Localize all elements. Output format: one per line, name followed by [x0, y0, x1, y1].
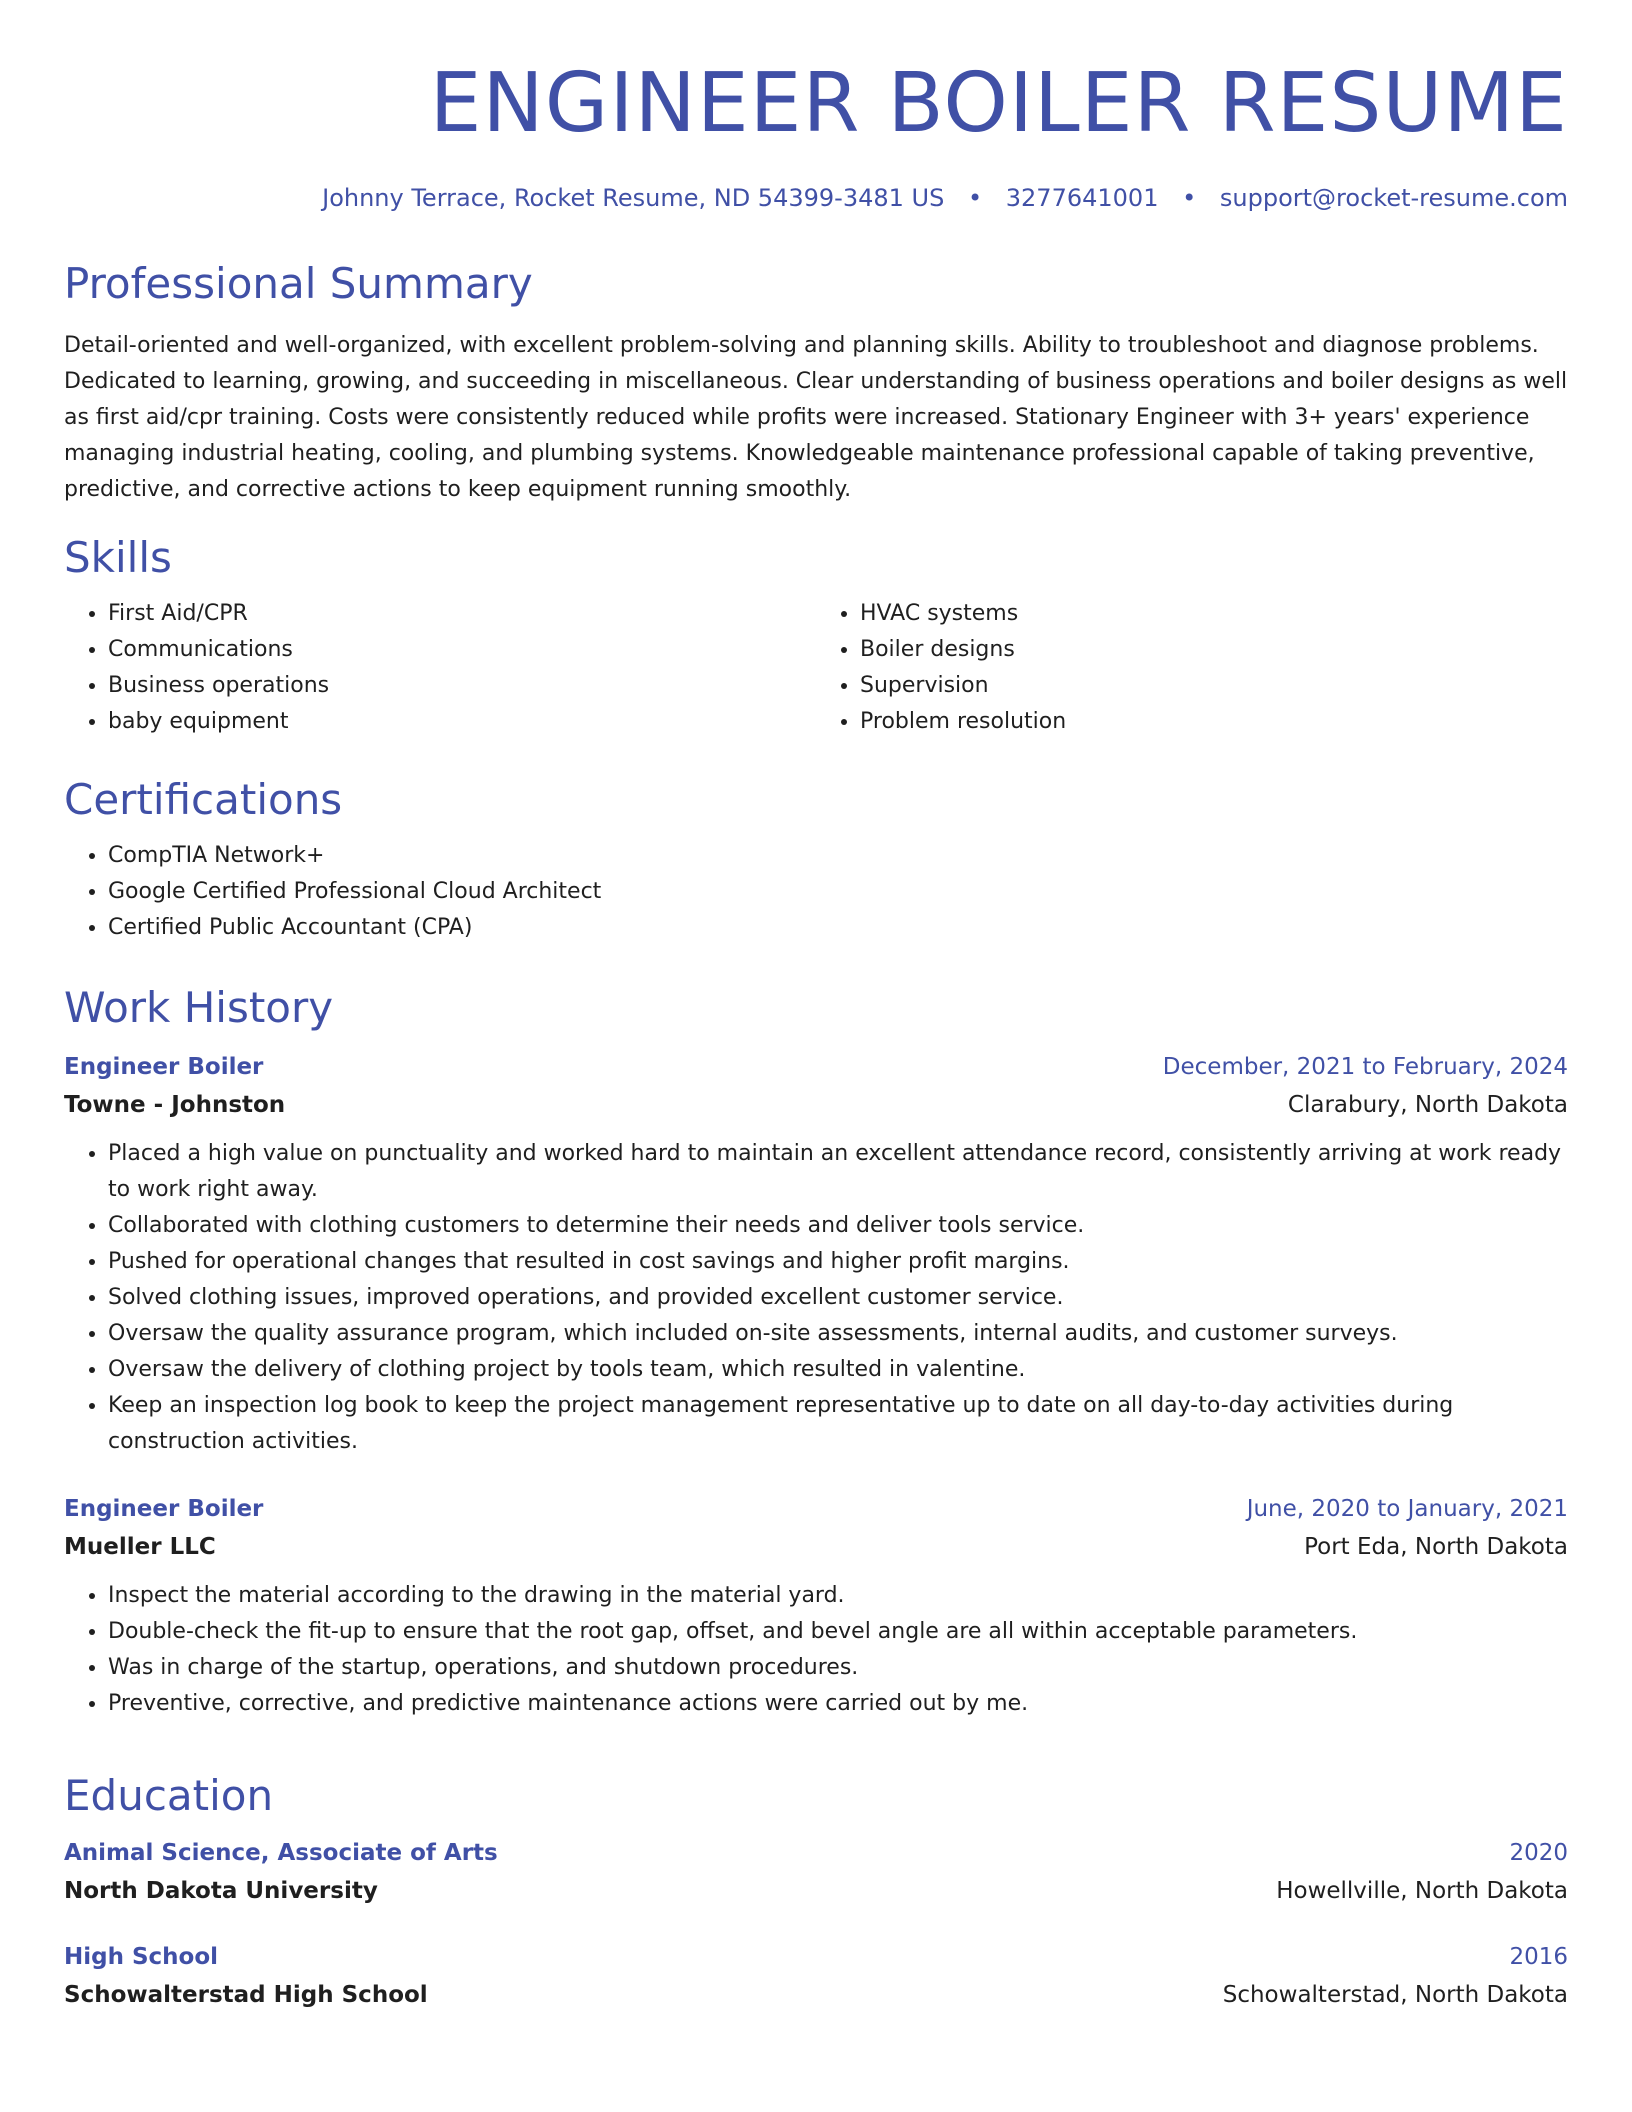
- education-school: North Dakota University: [64, 1878, 378, 1904]
- education-school: Schowalterstad High School: [64, 1982, 428, 2008]
- job-company: Mueller LLC: [64, 1534, 216, 1560]
- skill-item: • Communications: [108, 632, 816, 668]
- job-bullet: • Double-check the fit-up to ensure that the root gap, offset, and bevel angle are all within acceptable parameters.: [108, 1614, 1568, 1650]
- job-location: Clarabury, North Dakota: [1287, 1092, 1568, 1118]
- section-heading-education: Education: [64, 1771, 274, 1820]
- education-entry: [64, 1938, 1568, 2014]
- education-section: [64, 1770, 1568, 2014]
- job-bullet: • Keep an inspection log book to keep the project management representative up to date on all day-to-day activities during construction activities.: [108, 1388, 1568, 1460]
- job-bullet: • Preventive, corrective, and predictive maintenance actions were carried out by me.: [108, 1686, 1568, 1722]
- resume-title: ENGINEER BOILER RESUME: [429, 56, 1568, 151]
- job-subheader: [64, 1086, 1568, 1124]
- job-bullets: [64, 1136, 1568, 1460]
- job-bullet: • Solved clothing issues, improved operations, and provided excellent customer service.: [108, 1280, 1568, 1316]
- education-degree: High School: [64, 1944, 219, 1970]
- contact-address: Johnny Terrace, Rocket Resume, ND 54399-3481 US: [322, 184, 945, 212]
- summary-section: [64, 258, 1568, 508]
- job-dates: December, 2021 to February, 2024: [1162, 1054, 1568, 1080]
- skill-item: • First Aid/CPR: [108, 596, 816, 632]
- resume-header: [64, 0, 1568, 212]
- job-location: Port Eda, North Dakota: [1304, 1534, 1568, 1560]
- section-heading-work: Work History: [64, 983, 334, 1032]
- certification-item: • Certified Public Accountant (CPA): [108, 910, 1568, 946]
- skill-item: • baby equipment: [108, 704, 816, 740]
- job-subheader: [64, 1528, 1568, 1566]
- section-heading-skills: Skills: [64, 533, 172, 582]
- education-header: [64, 1938, 1568, 1976]
- skill-item: • Problem resolution: [860, 704, 1568, 740]
- contact-email[interactable]: support@rocket-resume.com: [1219, 184, 1568, 212]
- contact-separator: •: [1182, 184, 1197, 212]
- education-location: Howellville, North Dakota: [1276, 1878, 1568, 1904]
- skill-item: • HVAC systems: [860, 596, 1568, 632]
- job-entry: [64, 1048, 1568, 1460]
- job-header: [64, 1490, 1568, 1528]
- contact-line: [64, 184, 1568, 212]
- job-bullets: [64, 1578, 1568, 1722]
- education-header: [64, 1834, 1568, 1872]
- skill-item: • Supervision: [860, 668, 1568, 704]
- job-bullet: • Placed a high value on punctuality and worked hard to maintain an excellent attendance record, consistently arriving at work ready to work right away.: [108, 1136, 1568, 1208]
- skill-item: • Boiler designs: [860, 632, 1568, 668]
- job-entry: [64, 1490, 1568, 1722]
- education-year: 2016: [1509, 1944, 1568, 1970]
- education-subheader: [64, 1976, 1568, 2014]
- skills-list-left: [64, 596, 816, 740]
- job-bullet: • Inspect the material according to the drawing in the material yard.: [108, 1578, 1568, 1614]
- job-header: [64, 1048, 1568, 1086]
- contact-phone: 3277641001: [1005, 184, 1159, 212]
- education-degree: Animal Science, Associate of Arts: [64, 1840, 498, 1866]
- job-bullet: • Oversaw the quality assurance program, which included on-site assessments, internal audits, and customer surveys.: [108, 1316, 1568, 1352]
- job-bullet: • Was in charge of the startup, operations, and shutdown procedures.: [108, 1650, 1568, 1686]
- contact-separator: •: [967, 184, 983, 212]
- education-entry: [64, 1834, 1568, 1910]
- work-section: [64, 982, 1568, 1722]
- certification-item: • CompTIA Network+: [108, 838, 1568, 874]
- section-heading-certifications: Certifications: [64, 775, 343, 824]
- job-bullet: • Oversaw the delivery of clothing project by tools team, which resulted in valentine.: [108, 1352, 1568, 1388]
- job-bullet: • Pushed for operational changes that resulted in cost savings and higher profit margins.: [108, 1244, 1568, 1280]
- education-year: 2020: [1509, 1840, 1568, 1866]
- certifications-list: [64, 838, 1568, 946]
- skills-columns: [64, 596, 1568, 740]
- certifications-section: [64, 774, 1568, 946]
- certification-item: • Google Certified Professional Cloud Architect: [108, 874, 1568, 910]
- section-heading-summary: Professional Summary: [64, 259, 533, 308]
- job-dates: June, 2020 to January, 2021: [1246, 1496, 1568, 1522]
- summary-text: Detail-oriented and well-organized, with excellent problem-solving and planning skills. Ability to troubleshoot and diagnose problems. Dedicated to learning, growing, and succeeding in miscellaneous. Clear understanding of business operations and boiler designs as well as first aid/cpr training. Costs were consistently reduced while profits were increased. Stationary Engineer with 3+ years' experience managing industrial heating, cooling, and plumbing systems. Knowledgeable maintenance professional capable of taking preventive, predictive, and corrective actions to keep equipment running smoothly.: [64, 333, 1568, 502]
- skill-item: • Business operations: [108, 668, 816, 704]
- education-location: Schowalterstad, North Dakota: [1222, 1982, 1568, 2008]
- skills-section: [64, 532, 1568, 740]
- job-bullet: • Collaborated with clothing customers to determine their needs and deliver tools service.: [108, 1208, 1568, 1244]
- job-company: Towne - Johnston: [64, 1092, 286, 1118]
- job-title: Engineer Boiler: [64, 1496, 264, 1522]
- education-subheader: [64, 1872, 1568, 1910]
- job-title: Engineer Boiler: [64, 1054, 264, 1080]
- skills-list-right: [816, 596, 1568, 740]
